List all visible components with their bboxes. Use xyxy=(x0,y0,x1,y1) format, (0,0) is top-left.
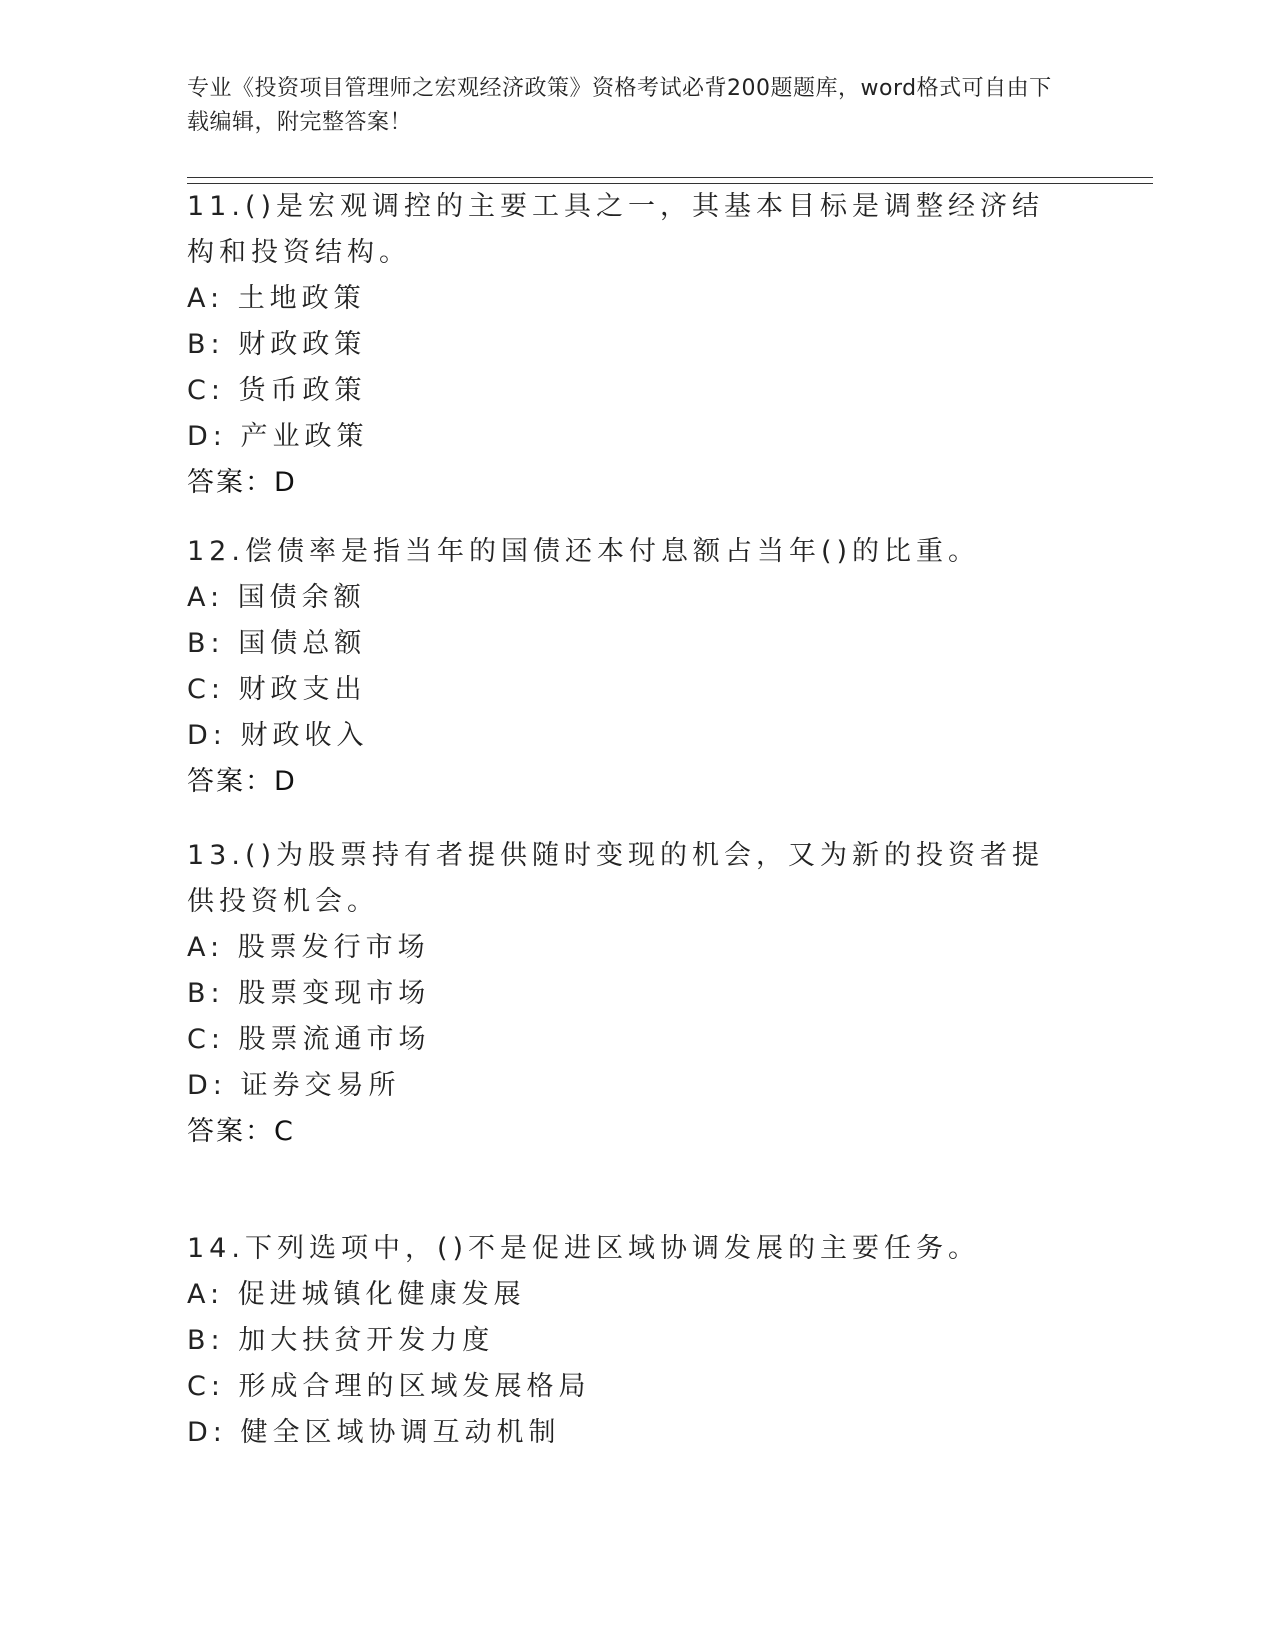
option-letter: D: xyxy=(187,720,227,751)
option-letter: A: xyxy=(187,932,225,963)
option-letter: B: xyxy=(187,978,225,1009)
option-a xyxy=(187,575,1067,621)
option-letter: A: xyxy=(187,582,225,613)
option-text: 促进城镇化健康发展 xyxy=(237,1279,526,1310)
option-letter: A: xyxy=(187,283,225,314)
answer-line xyxy=(187,759,1067,805)
option-d xyxy=(187,1410,1067,1456)
header-divider-top xyxy=(187,177,1153,178)
option-a xyxy=(187,925,1067,971)
answer-label: 答案： xyxy=(187,1116,274,1147)
answer-value: C xyxy=(274,1116,295,1147)
option-letter: B: xyxy=(187,628,225,659)
option-text: 加大扶贫开发力度 xyxy=(238,1325,495,1356)
option-text: 国债余额 xyxy=(237,582,366,613)
option-letter: D: xyxy=(187,1417,227,1448)
option-text: 财政支出 xyxy=(238,674,367,705)
option-text: 国债总额 xyxy=(238,628,367,659)
option-letter: D: xyxy=(187,1070,227,1101)
answer-line xyxy=(187,1109,1067,1155)
question-14 xyxy=(187,1226,1067,1456)
option-text: 土地政策 xyxy=(237,283,366,314)
option-text: 证券交易所 xyxy=(240,1070,401,1101)
document-header-note: 专业《投资项目管理师之宏观经济政策》资格考试必背200题题库，word格式可自由下载编辑，附完整答案！ xyxy=(187,76,1052,135)
option-letter: B: xyxy=(187,329,225,360)
option-text: 股票流通市场 xyxy=(238,1024,431,1055)
option-b xyxy=(187,971,1067,1017)
question-stem: 11.()是宏观调控的主要工具之一，其基本目标是调整经济结构和投资结构。 xyxy=(187,191,1045,268)
option-text: 形成合理的区域发展格局 xyxy=(238,1371,591,1402)
option-text: 财政收入 xyxy=(240,720,369,751)
option-d xyxy=(187,1063,1067,1109)
option-c xyxy=(187,1364,1067,1410)
option-d xyxy=(187,414,1067,460)
option-text: 财政政策 xyxy=(238,329,367,360)
question-stem: 12.偿债率是指当年的国债还本付息额占当年()的比重。 xyxy=(187,536,981,567)
answer-label: 答案： xyxy=(187,467,274,498)
option-b xyxy=(187,621,1067,667)
option-c xyxy=(187,1017,1067,1063)
option-d xyxy=(187,713,1067,759)
option-a xyxy=(187,1272,1067,1318)
option-text: 产业政策 xyxy=(240,421,369,452)
question-13 xyxy=(187,833,1067,1155)
answer-label: 答案： xyxy=(187,766,274,797)
option-letter: C: xyxy=(187,674,225,705)
option-letter: C: xyxy=(187,1371,225,1402)
option-text: 健全区域协调互动机制 xyxy=(240,1417,561,1448)
answer-line xyxy=(187,460,1067,506)
option-text: 股票变现市场 xyxy=(238,978,431,1009)
option-text: 货币政策 xyxy=(238,375,367,406)
question-12 xyxy=(187,529,1067,805)
option-b xyxy=(187,322,1067,368)
option-letter: B: xyxy=(187,1325,225,1356)
question-stem: 14.下列选项中，()不是促进区域协调发展的主要任务。 xyxy=(187,1233,981,1264)
option-c xyxy=(187,368,1067,414)
question-stem: 13.()为股票持有者提供随时变现的机会，又为新的投资者提供投资机会。 xyxy=(187,840,1045,917)
answer-value: D xyxy=(274,766,297,797)
answer-value: D xyxy=(274,467,297,498)
option-letter: C: xyxy=(187,1024,225,1055)
option-letter: D: xyxy=(187,421,227,452)
option-a xyxy=(187,276,1067,322)
option-letter: A: xyxy=(187,1279,225,1310)
option-text: 股票发行市场 xyxy=(237,932,430,963)
question-11 xyxy=(187,184,1067,506)
option-c xyxy=(187,667,1067,713)
option-b xyxy=(187,1318,1067,1364)
option-letter: C: xyxy=(187,375,225,406)
